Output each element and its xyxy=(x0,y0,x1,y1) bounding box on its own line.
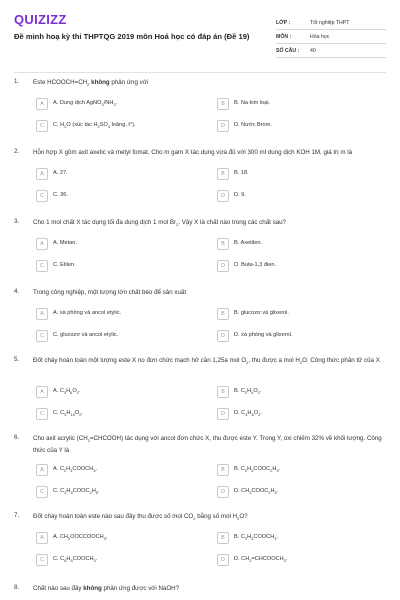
answer-option-c[interactable] xyxy=(36,554,206,567)
option-text: A. Dung dịch $AgNO_3/NH_3$. xyxy=(53,100,118,108)
option-text: D. Buta-1,3 đien. xyxy=(234,262,276,268)
option-letter-box[interactable]: C xyxy=(36,486,48,498)
option-letter-box[interactable]: A xyxy=(36,308,48,320)
answer-option-d[interactable] xyxy=(217,120,387,133)
question-text: Chất nào sau đây không phản ứng được với NaOH? xyxy=(33,585,180,592)
question-number: 4. xyxy=(14,288,20,295)
meta-table xyxy=(276,16,386,58)
option-letter-box[interactable]: D xyxy=(217,554,229,566)
answer-option-b[interactable] xyxy=(217,238,387,251)
answer-option-d[interactable] xyxy=(217,260,387,273)
answer-option-c[interactable] xyxy=(36,330,206,343)
option-text: B. $C_2H_3COOC_2H_5$. xyxy=(234,466,281,474)
option-text: D. Nước Brom. xyxy=(234,122,272,128)
meta-row-class xyxy=(276,16,386,30)
answer-option-b[interactable] xyxy=(217,168,387,181)
question-text: Este $HCOOCH=CH_2$ không phản ứng với xyxy=(33,79,149,88)
option-letter-box[interactable]: D xyxy=(217,486,229,498)
meta-label: MÔN : xyxy=(276,33,292,40)
option-text: C. $C_2H_5COOC_2H_5$. xyxy=(53,488,100,496)
option-letter-box[interactable]: A xyxy=(36,98,48,110)
option-text: D. xà phòng và glixerol. xyxy=(234,332,293,338)
meta-value: Tốt nghiệp THPT xyxy=(310,19,350,26)
option-letter-box[interactable]: B xyxy=(217,308,229,320)
option-letter-box[interactable]: D xyxy=(217,260,229,272)
answer-option-a[interactable] xyxy=(36,168,206,181)
option-text: C. 36. xyxy=(53,192,68,198)
meta-value: 40 xyxy=(310,47,316,54)
option-letter-box[interactable]: A xyxy=(36,386,48,398)
answer-option-b[interactable] xyxy=(217,308,387,321)
meta-value: Hóa học xyxy=(310,33,330,40)
meta-row-subject xyxy=(276,30,386,44)
question-number: 2. xyxy=(14,148,20,155)
option-letter-box[interactable]: C xyxy=(36,260,48,272)
option-letter-box[interactable]: C xyxy=(36,554,48,566)
option-text: B. Na kim loại. xyxy=(234,100,271,106)
option-letter-box[interactable]: C xyxy=(36,120,48,132)
question-text: Đốt cháy hoàn toàn este nào sau đây thu được số mol $CO_2$ bằng số mol $H_2O$? xyxy=(33,513,248,522)
option-text: B. $C_2H_4O_2$. xyxy=(234,388,262,396)
option-text: B. Axetilen. xyxy=(234,240,262,246)
option-letter-box[interactable]: C xyxy=(36,408,48,420)
option-letter-box[interactable]: B xyxy=(217,168,229,180)
answer-option-d[interactable] xyxy=(217,486,387,499)
worksheet-header xyxy=(14,12,386,64)
answer-option-a[interactable] xyxy=(36,532,206,545)
option-text: D. $CH_2=CHCOOCH_3$. xyxy=(234,556,288,564)
option-text: A. Metan. xyxy=(53,240,77,246)
option-letter-box[interactable]: A xyxy=(36,238,48,250)
option-letter-box[interactable]: B xyxy=(217,98,229,110)
question-number: 7. xyxy=(14,512,20,519)
answer-option-b[interactable] xyxy=(217,386,387,399)
option-letter-box[interactable]: D xyxy=(217,190,229,202)
answer-option-c[interactable] xyxy=(36,120,206,133)
option-text: A. $CH_3OOCCOOCH_3$. xyxy=(53,534,108,542)
answer-option-b[interactable] xyxy=(217,464,387,477)
question-number: 8. xyxy=(14,584,20,591)
question-text: Cho 1 mol chất X tác dụng tối đa dung dịch 1 mol $Br_2$. Vậy X là chất nào trong các chất sau? xyxy=(33,219,286,228)
question-text: Cho axit acrylic $(CH_2=CHCOOH)$ tác dụng với ancol đơn chức X, thu được este Y. Trong Y, oxi chiếm 32% về khối lượng. Công thức của Y là xyxy=(33,435,382,454)
quizizz-logo: QUIZIZZ xyxy=(14,12,67,27)
answer-option-d[interactable] xyxy=(217,190,387,203)
option-letter-box[interactable]: D xyxy=(217,120,229,132)
option-letter-box[interactable]: D xyxy=(217,330,229,342)
answer-option-c[interactable] xyxy=(36,190,206,203)
answer-option-a[interactable] xyxy=(36,98,206,111)
answer-option-d[interactable] xyxy=(217,554,387,567)
option-letter-box[interactable]: B xyxy=(217,386,229,398)
answer-option-a[interactable] xyxy=(36,238,206,251)
answer-option-c[interactable] xyxy=(36,486,206,499)
answer-option-b[interactable] xyxy=(217,98,387,111)
option-letter-box[interactable]: B xyxy=(217,464,229,476)
question-text: Đốt cháy hoàn toàn một lượng este X no đơn chức mạch hở cần 1,25a mol $O_2$, thu được a mol $H_2O$. Công thức phân tử của X xyxy=(33,357,380,366)
page-title: Đề minh hoạ kỳ thi THPTQG 2019 môn Hoá học có đáp án (Đề 19) xyxy=(14,32,250,41)
option-letter-box[interactable]: C xyxy=(36,190,48,202)
meta-row-count xyxy=(276,44,386,58)
option-letter-box[interactable]: A xyxy=(36,168,48,180)
question-text: Hỗn hợp X gồm axit axetic và metyl fomat. Cho m gam X tác dụng vừa đủ với 300 ml dung dịch KOH 1M, giá trị m là xyxy=(33,149,353,156)
option-letter-box[interactable]: A xyxy=(36,532,48,544)
answer-option-d[interactable] xyxy=(217,408,387,421)
option-text: C. Etilen. xyxy=(53,262,76,268)
answer-option-a[interactable] xyxy=(36,386,206,399)
answer-option-a[interactable] xyxy=(36,464,206,477)
answer-option-d[interactable] xyxy=(217,330,387,343)
question-number: 6. xyxy=(14,434,20,441)
question-number: 5. xyxy=(14,356,20,363)
option-text: C. $C_6H_5COOCH_3$. xyxy=(53,556,98,564)
option-text: A. $C_2H_3COOCH_3$. xyxy=(53,466,98,474)
question-number: 3. xyxy=(14,218,20,225)
option-letter-box[interactable]: C xyxy=(36,330,48,342)
meta-label: SỐ CÂU : xyxy=(276,47,300,54)
option-letter-box[interactable]: B xyxy=(217,238,229,250)
option-text: B. glucozơ và glixerol. xyxy=(234,310,289,316)
answer-option-b[interactable] xyxy=(217,532,387,545)
option-text: C. glucozơ và ancol etylic. xyxy=(53,332,119,338)
option-text: C. $C_5H_{10}O_2$. xyxy=(53,410,84,418)
option-text: A. $C_3H_6O_2$. xyxy=(53,388,81,396)
option-text: B. $C_2H_3COOCH_3$. xyxy=(234,534,279,542)
option-letter-box[interactable]: D xyxy=(217,408,229,420)
answer-option-a[interactable] xyxy=(36,308,206,321)
option-text: D. $C_4H_8O_2$. xyxy=(234,410,262,418)
question-text: Trong công nghiệp, một lượng lớn chất béo để sản xuất xyxy=(33,289,187,296)
header-divider xyxy=(14,72,386,73)
option-text: D. 9. xyxy=(234,192,246,198)
option-letter-box[interactable]: B xyxy=(217,532,229,544)
option-letter-box[interactable]: A xyxy=(36,464,48,476)
option-text: C. $H_2O$ (xúc tác $H_2SO_4$ loãng, t°). xyxy=(53,122,136,130)
option-text: A. 27. xyxy=(53,170,68,176)
question-number: 1. xyxy=(14,78,20,85)
option-text: B. 18. xyxy=(234,170,249,176)
answer-option-c[interactable] xyxy=(36,260,206,273)
answer-option-c[interactable] xyxy=(36,408,206,421)
option-text: D. $CH_3COOC_2H_5$. xyxy=(234,488,279,496)
meta-label: LỚP : xyxy=(276,19,291,26)
option-text: A. xà phòng và ancol etylic. xyxy=(53,310,122,316)
